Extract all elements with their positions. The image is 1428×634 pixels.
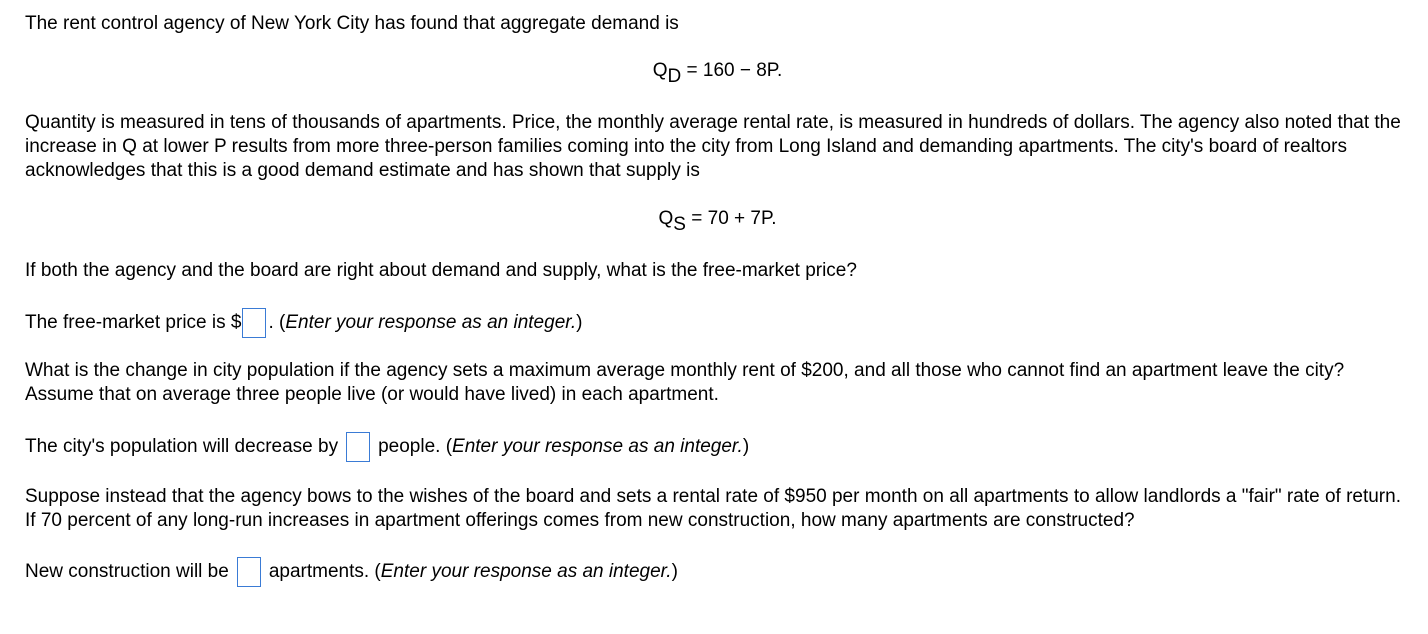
answer-3-suffix: apartments. <box>268 561 375 582</box>
population-decrease-input[interactable] <box>346 432 370 462</box>
answer-1-prefix: The free-market price is $ <box>25 312 242 333</box>
demand-sub: D <box>667 66 682 87</box>
new-construction-input[interactable] <box>237 557 261 587</box>
intro-text: The rent control agency of New York City has found that aggregate demand is <box>25 13 679 34</box>
answer-3-instruction: Enter your response as an integer. <box>380 561 672 582</box>
question-3: Suppose instead that the agency bows to the wishes of the board and sets a rental rate of $950 per month on all apartments to allow landlords a "fair" rate of return. If 70 percent of any long-run increases in apartment offerings comes from new construction, how many apartments are constructed? <box>25 486 1401 531</box>
answer-2-prefix: The city's population will decrease by <box>25 436 339 457</box>
answer-3-line <box>25 558 678 586</box>
free-market-price-input[interactable] <box>242 308 266 338</box>
answer-2-line <box>25 433 749 461</box>
answer-1-instruction: Enter your response as an integer. <box>285 312 577 333</box>
answer-2-suffix: people. <box>378 436 446 457</box>
answer-2-instr-open: ( <box>445 436 453 457</box>
question-1: If both the agency and the board are right about demand and supply, what is the free-market price? <box>25 260 857 281</box>
answer-2-instruction: Enter your response as an integer. <box>452 436 743 457</box>
question-2: What is the change in city population if the agency sets a maximum average monthly rent of $200, and all those who cannot find an apartment leave the city? Assume that on average three people live (or would have lived) in each apartment. <box>25 360 1345 405</box>
supply-equation <box>25 206 1410 235</box>
answer-1-instr-open: ( <box>279 312 286 333</box>
answer-1-suffix: . <box>268 312 280 333</box>
supply-sub: S <box>673 214 686 235</box>
supply-rhs: = 70 + 7P. <box>685 208 777 229</box>
demand-q: Q <box>652 60 668 81</box>
answer-1-instr-close: ) <box>576 312 583 333</box>
description-paragraph: Quantity is measured in tens of thousands of apartments. Price, the monthly average rental rate, is measured in hundreds of dollars. The agency also noted that the increase in Q at lower P results from more three-person families coming into the city from Long Island and demanding apartments. The city's board of realtors acknowledges that this is a good demand estimate and has shown that supply is <box>25 112 1401 181</box>
supply-q: Q <box>658 208 674 229</box>
demand-rhs: = 160 − 8P. <box>681 60 783 81</box>
answer-3-instr-open: ( <box>374 561 381 582</box>
answer-3-prefix: New construction will be <box>25 561 229 582</box>
answer-1-line <box>25 309 583 337</box>
demand-equation <box>25 58 1410 87</box>
answer-3-instr-close: ) <box>671 561 678 582</box>
answer-2-instr-close: ) <box>742 436 750 457</box>
